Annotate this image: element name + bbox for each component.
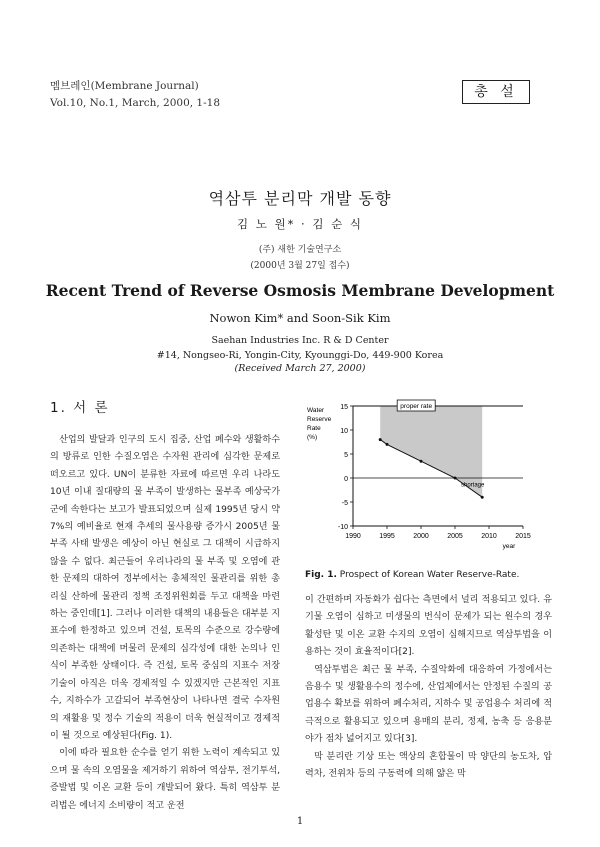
page-number: 1	[296, 816, 304, 827]
section-heading-introduction: 1. 서 론	[50, 400, 110, 416]
institution-english-line-2: #14, Nongseo-Ri, Yongin-City, Kyounggi-Do, 449-900 Korea	[156, 350, 444, 361]
figure-1	[305, 398, 555, 563]
legend-label: proper rate	[400, 403, 433, 410]
journal-volume: Vol.10, No.1, March, 2000, 1-18	[50, 97, 221, 109]
x-tick-label: 2010	[481, 533, 497, 540]
x-tick-label: 2005	[447, 533, 463, 540]
figure-caption-text: Prospect of Korean Water Reserve-Rate.	[339, 570, 520, 580]
figure-caption-label: Fig. 1.	[305, 570, 337, 580]
y-tick-label: 0	[344, 476, 348, 483]
y-axis-label: Reserve	[307, 416, 332, 423]
article-type-badge: 총 설	[462, 80, 530, 104]
x-tick-label: 2015	[515, 533, 531, 540]
institution-korean: (주) 새한 기술연구소	[258, 245, 342, 255]
paragraph: 이 간편하며 자동화가 쉽다는 측면에서 널리 적용되고 있다. 유기물 오염이 심하고 미생물의 번식이 문제가 되는 원수의 경우 활성탄 및 이온 교환 수지의 오염이 심해지므로 역삼투법을 이용하는 것이 효율적이다[2].	[305, 595, 552, 658]
data-point	[420, 460, 423, 463]
institution-english	[0, 333, 600, 363]
data-point	[481, 496, 484, 499]
y-tick-label: -5	[341, 500, 348, 507]
y-tick-label: -10	[337, 524, 348, 531]
title-english: Recent Trend of Reverse Osmosis Membrane Development	[45, 281, 555, 300]
data-point	[379, 438, 382, 441]
right-column-text	[305, 592, 552, 783]
paragraph: 산업의 발달과 인구의 도시 집중, 산업 폐수와 생활하수의 방류로 인한 수질오염은 수자원 관리에 심각한 문제로 떠오르고 있다. UN이 분류한 자료에 따르면 우리 나라도 10년 이내 질대량의 물 부족이 발생하는 물부족 예상국가군에 속한다는 보고가 발표되었으며 실제 1995년 당시 약 7%의 예비율로 현재 추세의 물사용량 증가시 2005년 물부족 사태 발생은 예상이 아닌 현실로 그 대책이 시급하지 않을 수 없다. 최근들어 우리나라의 물 부족 및 오염에 관한 문제의 대하여 정부에서는 총체적인 물관리를 위한 총리실 산하에 물관리 정책 조정위원회를 두고 대책을 마련하는 중인데[1]. 그러나 이러한 대책의 내용들은 대부분 지표수에 한정하고 있으며 건설, 토목의 수준으로 강수량에 의존하는 대책에 머물러 문제의 심각성에 대한 논의나 인식이 부족한 상태이다. 즉 건설, 토목 중심의 지표수 저장 기술이 아직은 더욱 경제적일 수 있겠지만 근본적인 지표수, 지하수가 고갈되어 부족현상이 나타나면 결국 수자원의 재활용 및 정수 기술의 적용이 더욱 현실적이고 경제적이 될 것으로 예상된다(Fig. 1).	[50, 435, 280, 741]
shortage-annotation: shortage	[461, 482, 485, 489]
y-axis-label: Water	[307, 407, 325, 414]
water-reserve-chart	[305, 398, 555, 563]
data-point	[386, 443, 389, 446]
received-date-korean: (2000년 3월 27일 접수)	[250, 261, 350, 271]
received-date-english: (Received March 27, 2000)	[234, 363, 366, 374]
paragraph: 막 분리란 기상 또는 액상의 혼합물이 막 양단의 농도차, 압력차, 전위차 등의 구동력에 의해 얇은 막	[305, 751, 552, 780]
y-tick-label: 10	[340, 428, 348, 435]
y-tick-label: 5	[344, 452, 348, 459]
journal-name: 멤브레인(Membrane Journal)	[50, 80, 199, 92]
y-axis-label: (%)	[307, 434, 318, 441]
left-column-text	[50, 432, 280, 815]
x-tick-label: 1990	[345, 533, 361, 540]
journal-header	[50, 78, 220, 112]
x-tick-label: 2000	[413, 533, 429, 540]
x-tick-label: 1995	[379, 533, 395, 540]
institution-english-line-1: Saehan Industries Inc. R & D Center	[211, 335, 389, 346]
authors-korean: 김 노 원* · 김 순 식	[237, 217, 363, 231]
paragraph: 이에 따라 필요한 순수를 얻기 위한 노력이 계속되고 있으며 물 속의 오염물을 제거하기 위하여 역삼투, 전기투석, 증발법 및 이온 교환 등이 개발되어 왔다. 특히 역삼투 분리법은 에너지 소비량이 적고 운전	[50, 748, 280, 811]
x-axis-label: year	[502, 543, 516, 550]
y-axis-label: Rate	[307, 425, 321, 432]
figure-caption	[305, 570, 555, 580]
y-tick-label: 15	[340, 404, 348, 411]
authors-english: Nowon Kim* and Soon-Sik Kim	[209, 311, 391, 325]
title-korean: 역삼투 분리막 개발 동향	[208, 189, 392, 208]
paragraph: 역삼투법은 최근 물 부족, 수질악화에 대응하여 가정에서는 음용수 및 생활용수의 정수에, 산업체에서는 안정된 수질의 공업용수 확보를 위하여 폐수처리, 지하수 및 공업용수 처리에 적극적으로 활용되고 있으며 용매의 분리, 정제, 농축 등 응용분야가 점차 넓어지고 있다[3].	[305, 664, 552, 745]
